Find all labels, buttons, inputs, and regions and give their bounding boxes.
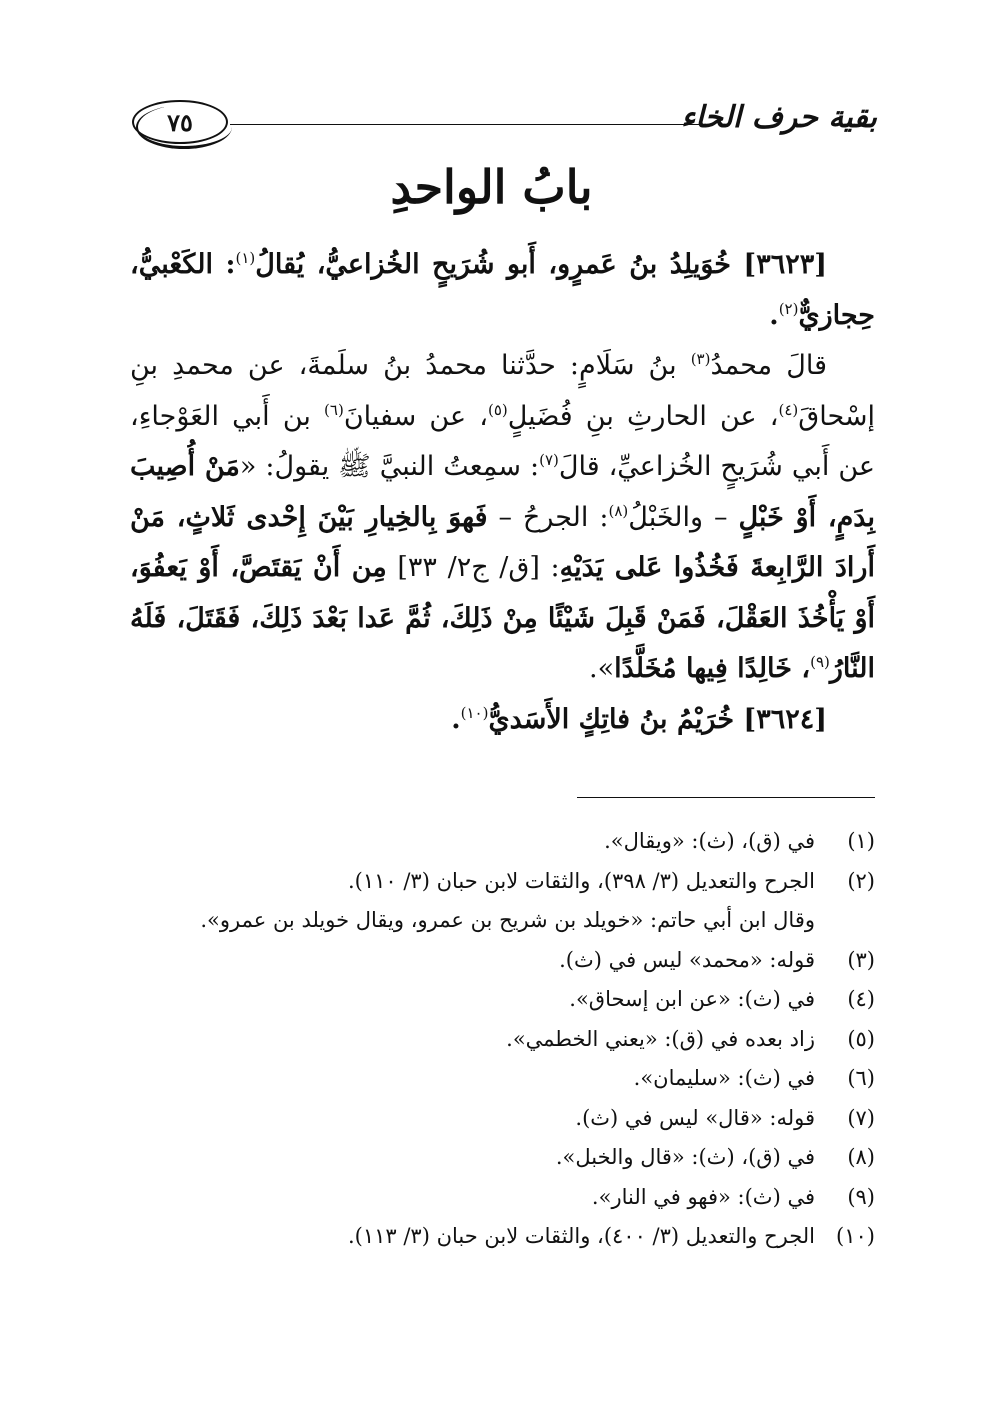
footnote-ref-7: (٧) bbox=[539, 451, 559, 469]
entry-3623-end: . bbox=[769, 299, 779, 331]
footnote-number: (٦) bbox=[847, 1066, 875, 1090]
isnad-segment: بنُ سَلَامٍ: حدَّثنا محمدُ بنُ سلَمةَ، عن محمدِ بنِ إسْحاقَ bbox=[130, 350, 875, 432]
footnote-text: الجرح والتعديل (٣/ ٤٠٠)، والثقات لابن حبان (٣/ ١١٣). bbox=[347, 1224, 815, 1248]
footnote-ref-2: (٢) bbox=[778, 299, 799, 318]
hadith-text: مِن أَنْ يَقتَصَّ، أَوْ يَعفُوَ، أَوْ يَأْخُذَ العَقْلَ، فَمَنْ قَبِلَ شَيْئًا مِنْ ذَلِكَ، ثُمَّ عَدا بَعْدَ ذَلِكَ، فَقَتَلَ، فَلَهُ النَّارُ bbox=[130, 552, 875, 684]
footnote-number: (٧) bbox=[847, 1105, 875, 1130]
footnote-ref-5: (٥) bbox=[487, 400, 508, 419]
isnad-segment: بن أَبي العَوْجاءِ، عن أَبي شُرَيحٍ الخُزاعيِّ، قالَ bbox=[130, 400, 875, 482]
page-number-text: ٧٥ bbox=[167, 107, 193, 137]
running-header bbox=[132, 96, 877, 152]
footnote-number: (٥) bbox=[847, 1026, 875, 1051]
footnote-ref-10: (١٠) bbox=[460, 703, 489, 722]
footnote-ref-3: (٣) bbox=[690, 350, 711, 368]
entry-3624-heading: [٣٦٢٤] خُرَيْمُ بنُ فاتِكٍ الأَسَديُّ bbox=[488, 703, 827, 735]
footnote-7 bbox=[130, 1099, 875, 1139]
footnote-6 bbox=[130, 1059, 875, 1099]
entry-3623 bbox=[130, 240, 875, 341]
hadith-text: فَهوَ بِالخِيارِ بَيْنَ إِحْدى ثَلاثٍ، مَنْ أَرادَ الرَّابِعةَ فَخُذُوا عَلى يَدَيْهِ bbox=[130, 501, 875, 583]
isnad-segment: : سمِعتُ النبيَّ ﷺ يقولُ: « bbox=[239, 451, 540, 482]
footnote-number: (٣) bbox=[847, 947, 875, 972]
entry-3623-nisba: : الكَعْبيُّ، حِجازيٌّ bbox=[130, 249, 875, 331]
footnote-number: (٤) bbox=[847, 987, 875, 1011]
footnote-10 bbox=[130, 1217, 875, 1257]
manuscript-marker: : [ق/ ج٢/ ٣٣] bbox=[386, 552, 560, 583]
footnote-separator bbox=[577, 797, 875, 798]
entry-3624 bbox=[130, 695, 875, 746]
footnote-9 bbox=[130, 1178, 875, 1218]
footnote-8 bbox=[130, 1138, 875, 1178]
page-number bbox=[132, 100, 228, 144]
footnote-number: (٢) bbox=[847, 868, 875, 893]
chapter-title: بابُ الواحدِ bbox=[390, 160, 593, 214]
footnote-2-continuation: وقال ابن أبي حاتم: «خويلد بن شريح بن عمرو، ويقال خويلد بن عمرو». bbox=[200, 908, 815, 932]
hadith-text: ، خَالِدًا فِيها مُخَلَّدًا bbox=[614, 653, 811, 684]
entry-3624-end: . bbox=[451, 703, 461, 735]
isnad-segment: ، عن الحارثِ بنِ فُضَيلٍ bbox=[507, 400, 779, 432]
footnote-text: في (ق)، (ث): «قال والخبل». bbox=[555, 1145, 815, 1169]
gloss-segment: : الجرحُ – bbox=[487, 501, 609, 533]
entry-3623-heading: [٣٦٢٣] خُوَيلِدُ بنُ عَمرٍو، أَبو شُرَيحٍ الخُزاعيُّ، يُقالُ bbox=[255, 249, 827, 280]
gloss-segment: – والخَبْلُ bbox=[628, 501, 739, 533]
footnote-text: قوله: «محمد» ليس في (ث). bbox=[559, 947, 815, 972]
narration-paragraph bbox=[130, 341, 875, 695]
isnad-segment: ، عن سفيانَ bbox=[343, 400, 488, 432]
footnote-number: (١) bbox=[847, 829, 875, 853]
footnote-text: زاد بعده في (ق): «يعني الخطمي». bbox=[506, 1026, 815, 1051]
footnote-3 bbox=[130, 941, 875, 981]
footnote-number: (٩) bbox=[847, 1184, 875, 1209]
footnote-ref-9: (٩) bbox=[810, 653, 830, 671]
footnote-text: في (ق)، (ث): «ويقال». bbox=[604, 829, 815, 853]
footnote-text: في (ث): «سليمان». bbox=[633, 1066, 815, 1090]
hadith-text: مَنْ أُصِيبَ بِدَمٍ، أَوْ خَبْلٍ bbox=[130, 451, 875, 533]
footnote-ref-8: (٨) bbox=[608, 501, 629, 520]
footnote-4 bbox=[130, 980, 875, 1020]
footnote-number: (١٠) bbox=[836, 1224, 875, 1248]
running-title: بقية حرف الخاء bbox=[681, 100, 877, 135]
footnote-text: الجرح والتعديل (٣/ ٣٩٨)، والثقات لابن حبان (٣/ ١١٠). bbox=[347, 868, 815, 893]
footnote-5 bbox=[130, 1020, 875, 1060]
footnote-text: قوله: «قال» ليس في (ث). bbox=[575, 1105, 815, 1130]
footnote-ref-4: (٤) bbox=[778, 400, 799, 419]
main-text bbox=[130, 240, 875, 745]
footnote-ref-1: (١) bbox=[235, 249, 256, 267]
footnote-2 bbox=[130, 862, 875, 902]
header-rule bbox=[230, 124, 712, 125]
footnote-text: في (ث): «عن ابن إسحاق». bbox=[569, 987, 815, 1011]
hadith-close: ». bbox=[589, 653, 615, 684]
footnote-number: (٨) bbox=[847, 1145, 875, 1169]
footnote-1 bbox=[130, 822, 875, 862]
footnotes bbox=[130, 822, 875, 1257]
footnote-ref-6: (٦) bbox=[324, 400, 344, 419]
footnote-text: في (ث): «فهو في النار». bbox=[591, 1184, 815, 1209]
isnad-segment: قالَ محمدُ bbox=[710, 350, 827, 381]
